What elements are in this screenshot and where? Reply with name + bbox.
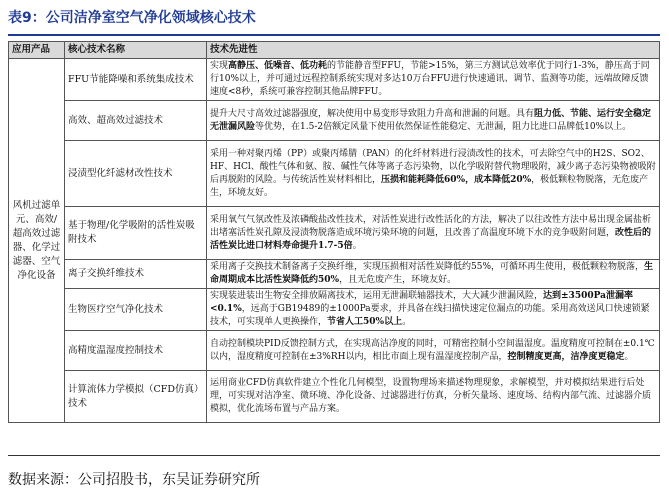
advancement-cell [207,331,660,371]
highlight-text: 阻力低、节能、运行安全稳定无泄漏风险 [210,108,652,132]
advancement-text: ，极低颗粒物脱落，无危废产生，环境友好。 [210,174,649,198]
tech-name-cell: 计算流体力学模拟（CFD仿真）技术 [65,371,207,423]
tech-name-cell: 生物医疗空气净化技术 [65,289,207,331]
advancement-text: 自动控制模块PID反馈控制方式，在实现高洁净度的同时，可精密控制小空间温湿度。温度精度可控制在±0.1℃以内，湿度精度可控制在±3%RH以内，相比市面上现有温湿度控制产品， [210,338,655,362]
title-rule [8,34,660,36]
tech-name-cell: 高精度温湿度控制技术 [65,331,207,371]
advancement-cell [207,101,660,141]
tech-name-cell: 高效、超高效过滤技术 [65,101,207,141]
table-row [9,207,660,260]
table-row [9,331,660,371]
table-row [9,260,660,289]
advancement-text: 实现 [210,61,229,71]
table-row [9,371,660,423]
advancement-text: 等优势，在1.5-2倍额定风量下使用依然保证性能稳定、无泄漏，阻力比进口品牌低10%以上。 [255,121,632,132]
core-tech-table [8,41,660,423]
header-advancement: 技术先进性 [207,42,660,59]
highlight-text: 控制精度更高，洁净度更稳定 [507,351,625,362]
table-row [9,289,660,331]
advancement-text: 采用一种对聚丙烯（PP）或聚丙烯腈（PAN）的化纤材料进行浸渍改性的技术，可去除空气中的H2S、SO2、HF、HCl、酸性气体和氨、胺、碱性气体等离子态污染物，以化学吸附替代物理吸附，减少离子态污染物被吸附后再脱附的风险。与传统活性炭材料相比， [210,148,656,185]
table-row [9,141,660,207]
highlight-text: 压损和能耗降低60%，成本降低20% [381,174,532,185]
table-title: 表9：公司洁净室空气净化领域核心技术 [8,10,256,26]
header-tech-name: 核心技术名称 [65,42,207,59]
advancement-cell [207,59,660,101]
application-cell: 风机过滤单元、高效/超高效过滤器、化学过滤器、空气净化设备 [9,59,65,423]
table-row [9,101,660,141]
advancement-text: 。 [402,317,412,327]
highlight-text: 生命周期成本比活性炭降低约50% [210,262,654,285]
advancement-text: 。 [624,351,634,362]
advancement-text: 的节能静音型FFU，节能>15%，第三方测试总效率优于同行1-3%，静压高于同行10%以上，并可通过远程控制系统实现对多达10万台FFU进行快速通讯、调节、监测等功能，远端故障反馈速度<8秒，系统可兼容控制其他品牌FFU。 [210,61,650,97]
advancement-text: 采用氧气气氛改性及浓磷酸盐改性技术，对活性炭进行改性活化的方法，解决了以往改性方法中易出现金属盐析出堵塞活性炭孔隙及浸渍物脱落造成环境污染环境的问题，且改善了高温度环境下水的竞争吸附问题， [210,214,652,238]
tech-name-cell: 基于物理/化学吸附的活性炭吸附技术 [65,207,207,260]
tech-name-cell: FFU节能降噪和系统集成技术 [65,59,207,101]
highlight-text: 节省人工50%以上 [327,317,403,327]
highlight-text: 达到±3500Pa泄漏率<0.1% [210,291,633,314]
advancement-text: ，远高于GB19489的±1000Pa要求，并具备在线扫描快速定位漏点的功能。采用高效送风口快速锁紧技术，可实现单人更换操作， [210,304,650,327]
advancement-cell [207,260,660,289]
advancement-text: 。 [352,240,362,251]
advancement-text: 采用离子交换技术制备离子交换纤维，实现压损相对活性炭降低约55%，可循环再生使用，极低颗粒物脱落， [210,262,645,272]
highlight-text: 高静压、低噪音、低功耗 [228,61,328,71]
table-header-row [9,42,660,59]
advancement-cell [207,289,660,331]
bottom-rule [8,455,660,456]
advancement-text: 运用商业CFD仿真软件建立个性化几何模型，设置物理场来描述物理现象，求解模型，并对模拟结果进行后处理，可实现对洁净室、微环境、净化设备、过滤器进行仿真，分析矢量场、速度场、结构内部气流、过滤器介质模拟，优化流场布置与产品方案。 [210,378,652,414]
source-note: 数据来源：公司招股书，东吴证券研究所 [8,472,260,488]
highlight-text: 改性后的活性炭比进口材料寿命提升1.7-5倍 [210,227,652,251]
advancement-text: 实现装进装出生物安全排放隔离技术，运用无泄漏联轴器技术，大大减少泄漏风险， [210,291,544,301]
advancement-cell [207,371,660,423]
header-application: 应用产品 [9,42,65,59]
advancement-cell [207,207,660,260]
table-row [9,59,660,101]
tech-name-cell: 离子交换纤维技术 [65,260,207,289]
advancement-text: ，且无危废产生，环境友好。 [339,275,457,285]
tech-name-cell: 浸渍型化纤滤材改性技术 [65,141,207,207]
advancement-text: 提升大尺寸高效过滤器强度，解决使用中易变形导致阻力升高和泄漏的问题。具有 [210,108,535,119]
advancement-cell [207,141,660,207]
